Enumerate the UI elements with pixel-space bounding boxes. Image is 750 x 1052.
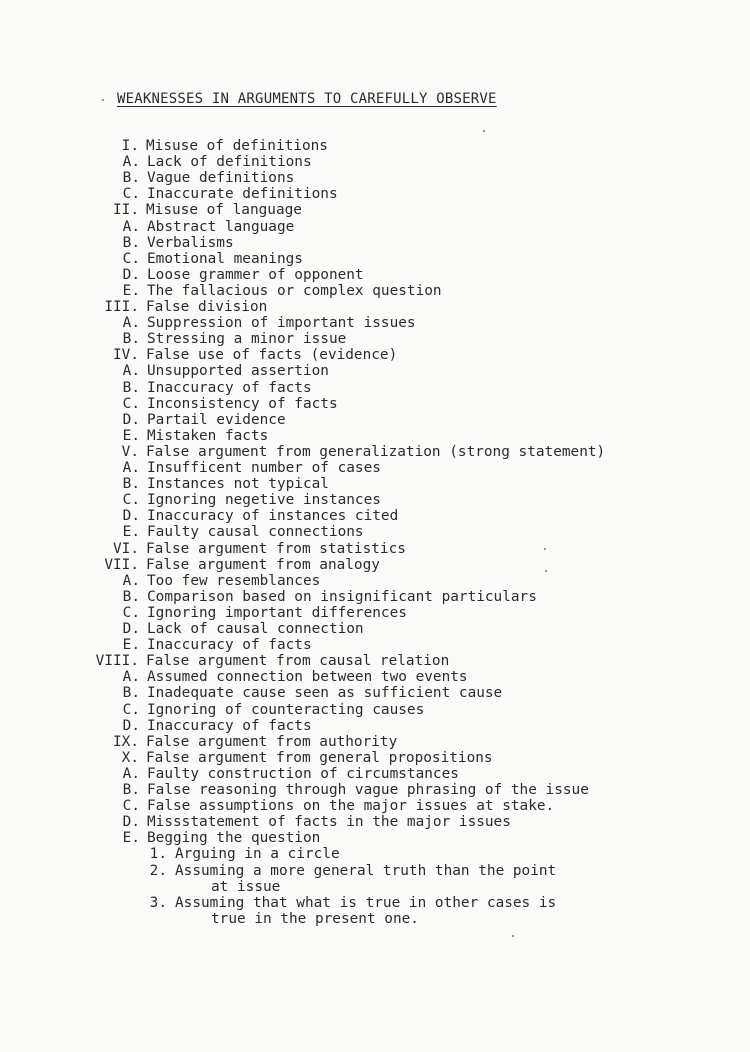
- outline-text: Inaccurate definitions: [147, 186, 338, 203]
- outline-text: The fallacious or complex question: [147, 282, 442, 299]
- outline-marker: B.: [122, 782, 140, 798]
- outline-text: Partail evidence: [147, 411, 286, 428]
- document-title: WEAKNESSES IN ARGUMENTS TO CAREFULLY OBSERVE: [117, 91, 497, 107]
- outline-marker: A.: [122, 154, 140, 171]
- outline-item: [0, 830, 750, 846]
- outline-item: [0, 605, 750, 621]
- outline-item: [0, 766, 750, 782]
- outline-item: [0, 814, 750, 830]
- outline-text: Misuse of language: [146, 202, 302, 219]
- outline-item: [0, 669, 750, 685]
- outline-text: Stressing a minor issue: [147, 331, 347, 348]
- outline-marker: B.: [122, 331, 140, 348]
- outline-text: Suppression of important issues: [147, 315, 416, 332]
- outline-text: Verbalisms: [147, 234, 234, 251]
- outline-text: False division: [146, 299, 268, 315]
- outline-text: False argument from statistics: [146, 540, 406, 557]
- outline-text: Emotional meanings: [147, 250, 303, 267]
- outline-item: [0, 476, 750, 492]
- outline-item: [0, 347, 750, 363]
- outline-text: Comparison based on insignificant particulars: [147, 588, 537, 605]
- outline-item: [0, 863, 750, 879]
- outline-marker: IX.: [113, 733, 139, 750]
- outline-item: [0, 734, 750, 750]
- outline-item: [0, 541, 750, 557]
- outline-item: [0, 460, 750, 476]
- outline-marker: D.: [122, 266, 140, 283]
- outline-marker: C.: [122, 395, 140, 412]
- outline-marker: III.: [104, 299, 139, 315]
- scan-speck: [483, 130, 485, 132]
- outline-text: False use of facts (evidence): [146, 347, 398, 364]
- outline-marker: B.: [122, 476, 140, 493]
- outline-marker: A.: [122, 315, 140, 332]
- outline-text: Ignoring of counteracting causes: [147, 701, 425, 718]
- outline-marker: D.: [122, 411, 140, 428]
- outline-item: [0, 138, 750, 154]
- outline-text: Ignoring important differences: [147, 604, 407, 621]
- outline-item: [0, 524, 750, 540]
- outline-text: Inconsistency of facts: [147, 395, 338, 412]
- outline-marker: D.: [122, 717, 140, 734]
- outline-text: Lack of definitions: [147, 154, 312, 171]
- outline-text: Unsupported assertion: [147, 363, 329, 380]
- outline-item: [0, 251, 750, 267]
- outline-item: [0, 380, 750, 396]
- outline-text: Assuming a more general truth than the point: [175, 862, 557, 879]
- outline-marker: V.: [121, 443, 139, 460]
- outline-item: [0, 202, 750, 218]
- outline-item: [0, 186, 750, 202]
- outline-item: [0, 492, 750, 508]
- outline-text: Loose grammer of opponent: [147, 266, 364, 283]
- outline-marker: 2.: [149, 862, 167, 879]
- outline-marker: D.: [122, 508, 140, 525]
- outline-item: [0, 879, 750, 895]
- outline-item: [0, 911, 750, 927]
- outline-item: [0, 154, 750, 170]
- outline-item: [0, 702, 750, 718]
- outline-text: False reasoning through vague phrasing of the issue: [147, 782, 589, 798]
- outline-text: Lack of causal connection: [147, 621, 364, 637]
- outline-marker: E.: [122, 524, 140, 541]
- outline-item: [0, 412, 750, 428]
- outline-marker: D.: [122, 621, 140, 637]
- outline-marker: IV.: [113, 347, 139, 364]
- outline-text: Too few resemblances: [147, 572, 321, 589]
- outline-text: Abstract language: [147, 218, 295, 235]
- outline-text: Ignoring negetive instances: [147, 492, 381, 509]
- outline-item: [0, 557, 750, 573]
- outline-marker: B.: [122, 170, 140, 187]
- outline-item: [0, 846, 750, 862]
- outline-text: at issue: [211, 878, 281, 895]
- scan-speck: [512, 935, 514, 937]
- outline-marker: B.: [122, 685, 140, 702]
- outline-text: Misuse of definitions: [146, 138, 328, 154]
- outline-item: [0, 363, 750, 379]
- outline-text: False argument from causal relation: [146, 653, 450, 670]
- outline-text: Inaccuracy of facts: [147, 379, 312, 396]
- outline-text: Inaccuracy of facts: [147, 717, 312, 734]
- outline-item: [0, 637, 750, 653]
- outline-marker: C.: [122, 186, 140, 203]
- outline-marker: X.: [121, 749, 139, 766]
- outline-item: [0, 895, 750, 911]
- outline-item: [0, 299, 750, 315]
- outline-item: [0, 782, 750, 798]
- outline-item: [0, 267, 750, 283]
- outline-item: [0, 444, 750, 460]
- outline-item: [0, 589, 750, 605]
- outline-item: [0, 685, 750, 701]
- outline-marker: E.: [122, 282, 140, 299]
- outline-item: [0, 798, 750, 814]
- outline-marker: A.: [122, 363, 140, 380]
- outline-text: False argument from general propositions: [146, 749, 493, 766]
- scan-speck: [544, 548, 546, 550]
- outline-item: [0, 718, 750, 734]
- outline-marker: A.: [122, 765, 140, 782]
- outline-marker: VI.: [113, 540, 139, 557]
- outline-text: Faulty construction of circumstances: [147, 765, 459, 782]
- outline-text: False argument from authority: [146, 733, 398, 750]
- outline-text: Inadequate cause seen as sufficient cause: [147, 685, 503, 702]
- outline-text: Missstatement of facts in the major issues: [147, 814, 511, 831]
- outline-item: [0, 750, 750, 766]
- outline-item: [0, 315, 750, 331]
- outline-marker: II.: [113, 202, 139, 219]
- outline-marker: I.: [121, 138, 139, 154]
- outline-item: [0, 508, 750, 524]
- outline-marker: C.: [122, 604, 140, 621]
- outline-marker: E.: [122, 830, 140, 847]
- outline-marker: A.: [122, 460, 140, 476]
- outline-marker: E.: [122, 637, 140, 654]
- outline-item: [0, 573, 750, 589]
- outline-marker: A.: [122, 572, 140, 589]
- outline-text: False argument from generalization (strong statement): [146, 443, 606, 460]
- outline-marker: C.: [122, 701, 140, 718]
- outline-marker: VIII.: [95, 653, 139, 670]
- outline-marker: E.: [122, 427, 140, 444]
- outline-text: Mistaken facts: [147, 427, 269, 444]
- outline-marker: B.: [122, 588, 140, 605]
- outline-text: Begging the question: [147, 830, 321, 847]
- outline-marker: A.: [122, 218, 140, 235]
- outline-marker: C.: [122, 250, 140, 267]
- outline-text: Faulty causal connections: [147, 524, 364, 541]
- outline-item: [0, 219, 750, 235]
- outline-text: Assuming that what is true in other cases is: [175, 894, 557, 911]
- outline-text: Inaccuracy of facts: [147, 637, 312, 654]
- outline-text: Vague definitions: [147, 170, 295, 187]
- outline-item: [0, 653, 750, 669]
- outline-marker: VII.: [104, 556, 139, 573]
- outline-marker: D.: [122, 814, 140, 831]
- outline-item: [0, 283, 750, 299]
- outline-marker: B.: [122, 379, 140, 396]
- outline-item: [0, 170, 750, 186]
- outline-item: [0, 428, 750, 444]
- outline-text: Arguing in a circle: [175, 846, 340, 863]
- outline-text: False assumptions on the major issues at stake.: [147, 798, 555, 815]
- scan-speck: [102, 99, 104, 101]
- outline-marker: C.: [122, 492, 140, 509]
- outline-text: true in the present one.: [211, 910, 419, 927]
- scan-speck: [545, 570, 547, 572]
- outline-marker: B.: [122, 234, 140, 251]
- outline-text: Assumed connection between two events: [147, 669, 468, 686]
- outline-marker: C.: [122, 798, 140, 815]
- outline-marker: 1.: [149, 846, 167, 863]
- outline-text: Instances not typical: [147, 476, 329, 493]
- outline-marker: 3.: [149, 894, 167, 911]
- outline-item: [0, 235, 750, 251]
- outline-item: [0, 331, 750, 347]
- outline-text: False argument from analogy: [146, 556, 380, 573]
- outline-text: Inaccuracy of instances cited: [147, 508, 399, 525]
- outline-marker: A.: [122, 669, 140, 686]
- outline-item: [0, 621, 750, 637]
- outline-item: [0, 396, 750, 412]
- outline-text: Insufficent number of cases: [147, 460, 381, 476]
